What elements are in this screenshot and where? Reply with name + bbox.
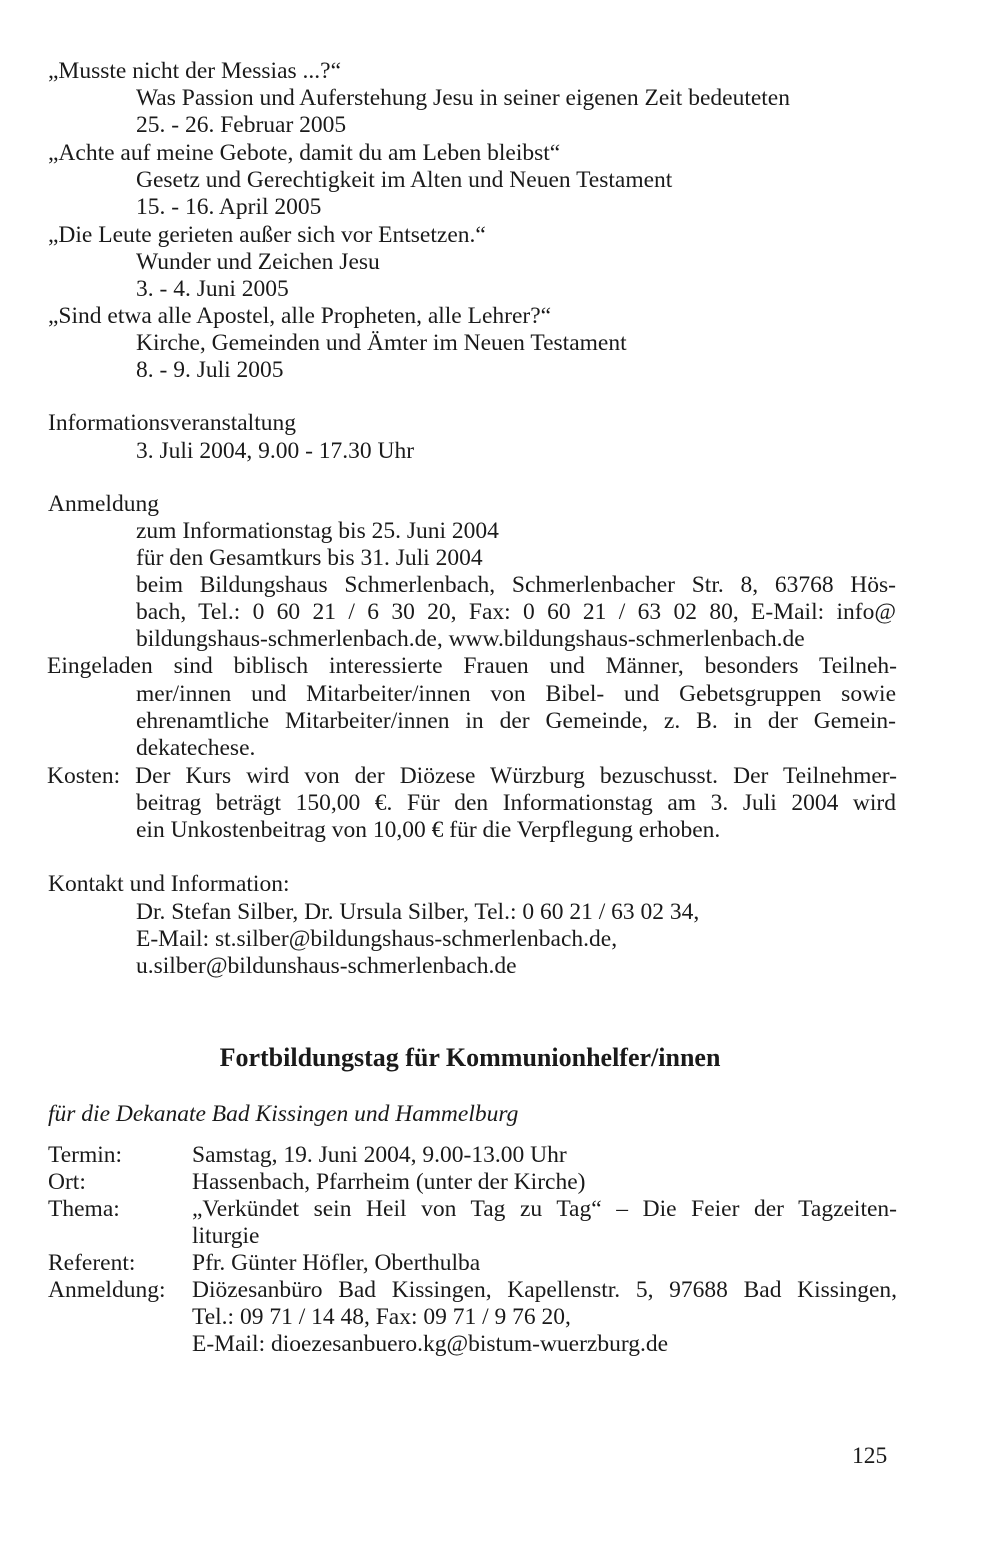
registration-line: für den Gesamtkurs bis 31. Juli 2004 (136, 545, 483, 571)
contact-line: u.silber@bildunshaus-schmerlenbach.de (136, 953, 517, 979)
termin-value: Samstag, 19. Juni 2004, 9.00-13.00 Uhr (192, 1142, 567, 1168)
invited-line: mer/innen und Mitarbeiter/innen von Bibel- und Gebetsgruppen sowie (136, 681, 896, 707)
course-4-title: Kirche, Gemeinden und Ämter im Neuen Testament (136, 330, 627, 356)
contact-line: E-Mail: st.silber@bildungshaus-schmerlenbach.de, (136, 926, 618, 952)
ort-value: Hassenbach, Pfarrheim (unter der Kirche) (192, 1169, 586, 1195)
section-heading: Fortbildungstag für Kommunionhelfer/innen (219, 1043, 721, 1072)
course-1-title: Was Passion und Auferstehung Jesu in seiner eigenen Zeit bedeuteten (136, 85, 790, 111)
registration-line: beim Bildungshaus Schmerlenbach, Schmerlenbacher Str. 8, 63768 Hös- (136, 572, 896, 598)
page-number: 125 (852, 1443, 888, 1469)
registration-label: Anmeldung (48, 491, 159, 517)
thema-label: Thema: (48, 1196, 120, 1222)
course-3-date: 3. - 4. Juni 2005 (136, 276, 289, 302)
invited-line: Eingeladen sind biblisch interessierte Frauen und Männer, besonders Teilneh- (47, 653, 897, 679)
contact-label: Kontakt und Information: (48, 871, 290, 897)
registration-line: bildungshaus-schmerlenbach.de, www.bildungshaus-schmerlenbach.de (136, 626, 805, 652)
referent-label: Referent: (48, 1250, 136, 1276)
invited-line: ehrenamtliche Mitarbeiter/innen in der Gemeinde, z. B. in der Gemein- (136, 708, 896, 734)
course-2-title: Gesetz und Gerechtigkeit im Alten und Neuen Testament (136, 167, 673, 193)
thema-value: liturgie (192, 1223, 260, 1249)
course-3-title: Wunder und Zeichen Jesu (136, 249, 380, 275)
registration-line: bach, Tel.: 0 60 21 / 6 30 20, Fax: 0 60 21 / 63 02 80, E-Mail: info@ (136, 599, 896, 625)
referent-value: Pfr. Günter Höfler, Oberthulba (192, 1250, 481, 1276)
anmeldung-value: E-Mail: dioezesanbuero.kg@bistum-wuerzburg.de (192, 1331, 669, 1357)
ort-label: Ort: (48, 1169, 86, 1195)
course-2-quote: „Achte auf meine Gebote, damit du am Leben bleibst“ (48, 140, 561, 166)
course-1-quote: „Musste nicht der Messias ...?“ (48, 58, 342, 84)
anmeldung-label: Anmeldung: (48, 1277, 166, 1303)
costs-line: Kosten: Der Kurs wird von der Diözese Würzburg bezuschusst. Der Teilnehmer- (47, 763, 897, 789)
invited-line: dekatechese. (136, 735, 256, 761)
course-4-date: 8. - 9. Juli 2005 (136, 357, 284, 383)
anmeldung-value: Diözesanbüro Bad Kissingen, Kapellenstr. 5, 97688 Bad Kissingen, (192, 1277, 897, 1303)
costs-line: beitrag beträgt 150,00 €. Für den Informationstag am 3. Juli 2004 wird (136, 790, 896, 816)
info-event-label: Informationsveranstaltung (48, 410, 296, 436)
course-2-date: 15. - 16. April 2005 (136, 194, 322, 220)
registration-line: zum Informationstag bis 25. Juni 2004 (136, 518, 499, 544)
anmeldung-value: Tel.: 09 71 / 14 48, Fax: 09 71 / 9 76 20, (192, 1304, 571, 1330)
costs-line: ein Unkostenbeitrag von 10,00 € für die Verpflegung erhoben. (136, 817, 721, 843)
section-subtitle: für die Dekanate Bad Kissingen und Hammelburg (48, 1101, 519, 1127)
termin-label: Termin: (48, 1142, 123, 1168)
thema-value: „Verkündet sein Heil von Tag zu Tag“ – Die Feier der Tagzeiten- (192, 1196, 897, 1222)
info-event-date: 3. Juli 2004, 9.00 - 17.30 Uhr (136, 438, 415, 464)
course-1-date: 25. - 26. Februar 2005 (136, 112, 347, 138)
course-3-quote: „Die Leute gerieten außer sich vor Entsetzen.“ (48, 222, 486, 248)
contact-line: Dr. Stefan Silber, Dr. Ursula Silber, Tel.: 0 60 21 / 63 02 34, (136, 899, 700, 925)
course-4-quote: „Sind etwa alle Apostel, alle Propheten, alle Lehrer?“ (48, 303, 552, 329)
